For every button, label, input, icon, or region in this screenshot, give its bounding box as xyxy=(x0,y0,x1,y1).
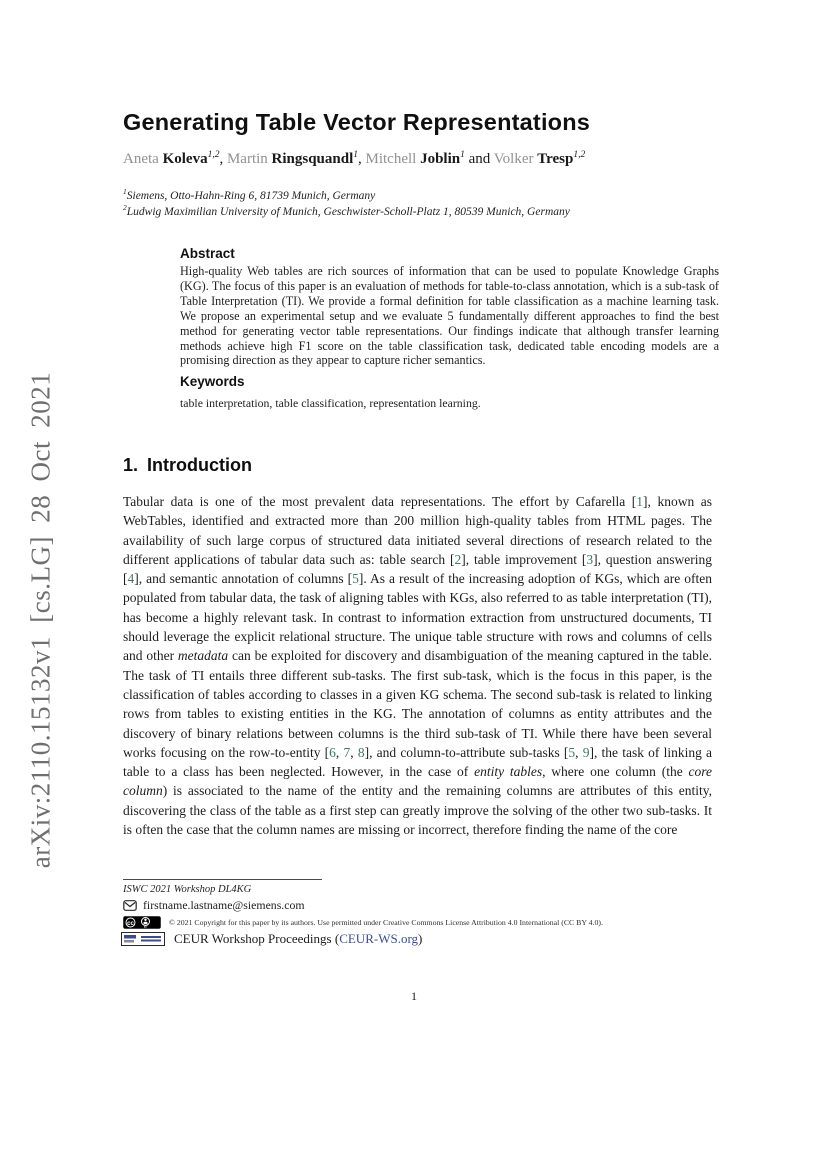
ceur-logo-icon[interactable] xyxy=(121,932,165,946)
author-separator: , xyxy=(358,151,366,167)
citation-link[interactable]: 3 xyxy=(586,551,594,567)
author-list xyxy=(123,151,585,168)
citation-link[interactable]: 4 xyxy=(127,571,135,587)
abstract-text: High-quality Web tables are rich sources of information that can be used to populate Knowledge Graphs (KG). The focus of this paper is an evaluation of methods for table-to-class annotation, which is a sub-task of Table Interpretation (TI). We provide a formal definition for table classification as a machine learning task. We propose an experimental setup and we evaluate 5 fundamentally different approaches to find the best method for generating vector table representations. Our findings indicate that although transfer learning methods achieve high F1 score on the table classification task, dedicated table encoding models are a promising direction as they appear to capture richer semantics. xyxy=(180,264,719,368)
envelope-icon xyxy=(123,900,137,911)
svg-text:cc: cc xyxy=(127,920,134,927)
body-text: Tabular data is one of the most prevalent data representations. The effort by Cafarella [ xyxy=(123,494,637,509)
emphasis-text: metadata xyxy=(177,648,229,664)
citation-link[interactable]: 8 xyxy=(357,744,365,760)
author-given-name: Mitchell xyxy=(365,151,417,167)
introduction-paragraph xyxy=(123,492,712,839)
page-number: 1 xyxy=(411,989,417,1003)
body-text: ], table improvement [ xyxy=(461,551,587,567)
affiliation xyxy=(123,188,570,204)
citation-link[interactable]: 5 xyxy=(568,744,576,760)
citation-link[interactable]: 1 xyxy=(636,494,644,509)
body-text: ], question answering [ xyxy=(123,551,712,587)
ceur-prefix: CEUR Workshop Proceedings ( xyxy=(174,931,340,946)
body-text: can be exploited for discovery and disambiguation of the meaning captured in the table. The task of TI entails three different sub-tasks. The first sub-task, which is the focus in this paper, is the classification of tables according to classes in a given KG schema. The second sub-task is related to linking rows from tables to existing entities in the KG. The annotation of columns as entity attributes and the discovery of binary relations between columns is the third sub-task of TI. While there have been several works focusing on the row-to-entity [ xyxy=(123,648,712,760)
body-text: , xyxy=(335,744,344,760)
keywords-heading: Keywords xyxy=(180,374,245,389)
ceur-ws-link[interactable]: CEUR-WS.org xyxy=(339,931,419,946)
paper-title: Generating Table Vector Representations xyxy=(123,109,591,135)
citation-link[interactable]: 2 xyxy=(454,551,462,567)
author-family-name: Ringsquandl xyxy=(271,151,354,167)
svg-text:BY: BY xyxy=(143,926,148,929)
ceur-suffix: ) xyxy=(418,931,423,946)
section-number: 1. xyxy=(123,455,139,475)
email-row xyxy=(123,898,305,913)
section-heading xyxy=(123,455,252,476)
author xyxy=(366,151,494,167)
affiliation xyxy=(123,204,570,220)
ceur-row xyxy=(121,931,422,947)
author-affiliation-sup: 1 xyxy=(353,150,358,160)
keywords-text: table interpretation, table classification, representation learning. xyxy=(180,396,481,410)
author-family-name: Tresp xyxy=(537,151,574,167)
abstract-heading: Abstract xyxy=(180,246,235,261)
author-given-name: Volker xyxy=(493,151,534,167)
workshop-note: ISWC 2021 Workshop DL4KG xyxy=(123,884,252,895)
emphasis-text: entity tables xyxy=(474,764,543,780)
cc-by-badge-icon[interactable] xyxy=(123,916,161,929)
body-text: , xyxy=(575,744,583,760)
section-title: Introduction xyxy=(147,455,252,475)
affiliation-sup: 2 xyxy=(123,203,127,213)
citation-link[interactable]: 5 xyxy=(352,571,359,587)
citation-link[interactable]: 6 xyxy=(329,744,336,760)
author-family-name: Koleva xyxy=(162,151,208,167)
author-separator: , xyxy=(219,151,227,167)
author-given-name: Aneta xyxy=(123,151,159,167)
copyright-text: © 2021 Copyright for this paper by its authors. Use permitted under Creative Commons License Attribution 4.0 International (CC BY 4.0). xyxy=(169,918,603,927)
author-affiliation-sup: 1 xyxy=(460,150,465,160)
affiliation-list xyxy=(123,188,570,220)
ceur-text xyxy=(174,931,422,947)
email-link[interactable]: firstname.lastname@siemens.com xyxy=(143,898,305,912)
affiliation-sup: 1 xyxy=(123,187,127,197)
author xyxy=(494,151,585,167)
author-affiliation-sup: 1,2 xyxy=(207,150,220,160)
license-row xyxy=(123,916,603,929)
arxiv-watermark: arXiv:2110.15132v1 [cs.LG] 28 Oct 2021 xyxy=(25,371,56,869)
body-text: ) is associated to the name of the entity and the remaining columns are attributes of this entity, discovering the class of the table as a first step can greatly improve the solving of the other two sub-tasks. It is often the case that the column names are missing or incorrect, therefore finding the name of the core xyxy=(123,783,712,838)
author-family-name: Joblin xyxy=(420,151,461,167)
body-text: , where one column (the xyxy=(542,764,689,780)
body-text: ], known as WebTables, identified and extracted more than 200 million high-quality tables from HTML pages. The availability of such large corpus of structured data initiated several directions of research related to the different applications of tabular data such as: table search [ xyxy=(123,494,712,567)
author-separator: and xyxy=(464,151,494,167)
affiliation-text: Ludwig Maximilian University of Munich, Geschwister-Scholl-Platz 1, 80539 Munich, Germany xyxy=(126,206,570,218)
body-text: , xyxy=(350,744,358,760)
footnote-rule xyxy=(123,879,322,880)
body-text: ], and column-to-attribute sub-tasks [ xyxy=(364,744,569,760)
affiliation-text: Siemens, Otto-Hahn-Ring 6, 81739 Munich, Germany xyxy=(126,190,376,202)
body-text: ]. As a result of the increasing adoption of KGs, which are often populated from tabular data, the task of aligning tables with KGs, also referred to as table interpretation (TI), has become a highly relevant task. In contrast to information extraction from unstructured documents, TI should leverage the explicit relational structure. The unique table structure with rows and columns of cells and other xyxy=(123,571,712,664)
body-text: ], and semantic annotation of columns [ xyxy=(134,571,353,587)
author xyxy=(227,151,366,167)
author xyxy=(123,151,227,167)
author-affiliation-sup: 1,2 xyxy=(573,150,586,160)
citation-link[interactable]: 9 xyxy=(582,744,590,760)
citation-link[interactable]: 7 xyxy=(343,744,351,760)
author-given-name: Martin xyxy=(226,151,268,167)
emphasis-text: core column xyxy=(123,764,713,799)
body-text: ], the task of linking a table to a class has been neglected. However, in the case of xyxy=(123,744,713,780)
